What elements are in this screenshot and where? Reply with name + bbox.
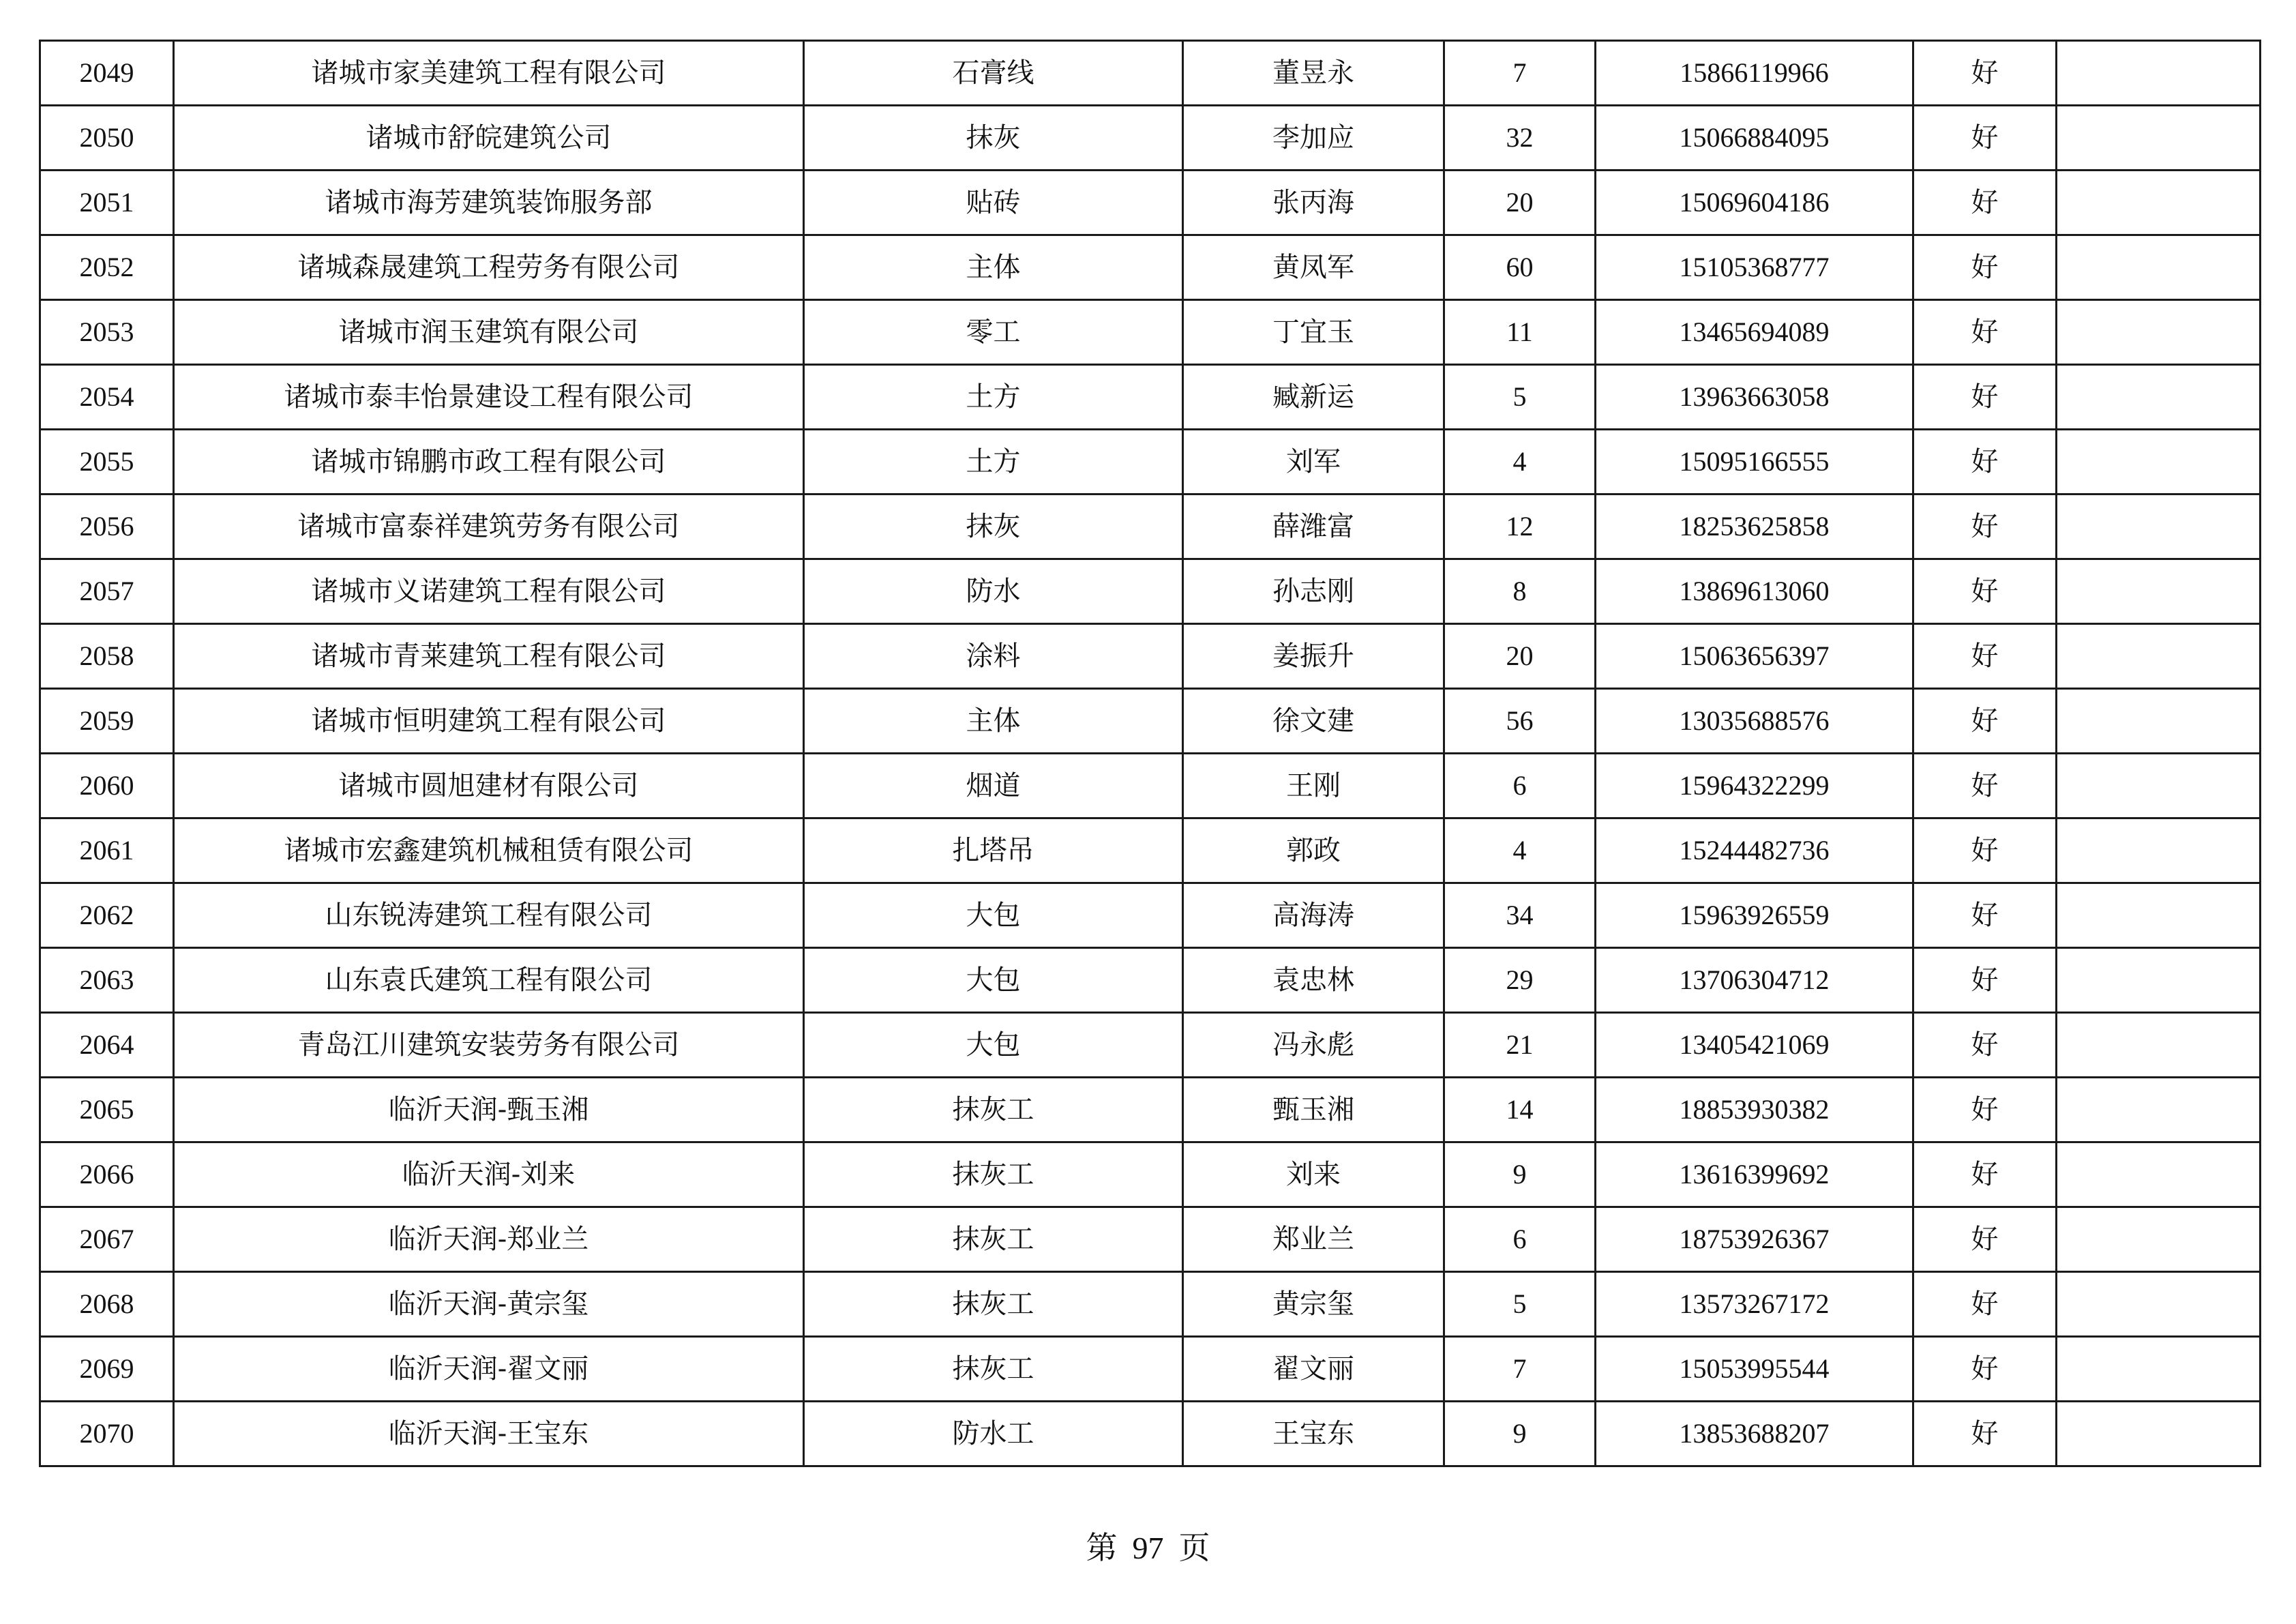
cell-serial-number: 2058 [40,624,174,689]
cell-worker-count: 6 [1444,754,1596,818]
table-row [40,41,2261,106]
cell-worker-count: 20 [1444,171,1596,235]
cell-serial-number: 2061 [40,818,174,883]
cell-remarks [2057,171,2261,235]
table-row [40,1272,2261,1337]
cell-company-name: 临沂天润-王宝东 [174,1402,804,1466]
cell-trade: 涂料 [804,624,1183,689]
cell-worker-count: 60 [1444,235,1596,300]
cell-worker-count: 7 [1444,41,1596,106]
table-row [40,106,2261,171]
cell-rating: 好 [1913,1402,2057,1466]
cell-trade: 抹灰工 [804,1142,1183,1207]
cell-remarks [2057,494,2261,559]
cell-remarks [2057,948,2261,1013]
cell-rating: 好 [1913,818,2057,883]
cell-worker-count: 8 [1444,559,1596,624]
cell-rating: 好 [1913,106,2057,171]
cell-company-name: 诸城市宏鑫建筑机械租赁有限公司 [174,818,804,883]
cell-contact-person: 郭政 [1183,818,1444,883]
cell-serial-number: 2055 [40,430,174,494]
cell-serial-number: 2068 [40,1272,174,1337]
cell-company-name: 临沂天润-郑业兰 [174,1207,804,1272]
cell-company-name: 诸城市恒明建筑工程有限公司 [174,689,804,754]
table-row [40,365,2261,430]
cell-contact-person: 丁宜玉 [1183,300,1444,365]
cell-rating: 好 [1913,1337,2057,1402]
cell-company-name: 诸城市舒皖建筑公司 [174,106,804,171]
cell-trade: 防水工 [804,1402,1183,1466]
page-number: 97 [1132,1531,1164,1565]
cell-rating: 好 [1913,883,2057,948]
table-row [40,948,2261,1013]
cell-contact-person: 翟文丽 [1183,1337,1444,1402]
cell-company-name: 诸城市圆旭建材有限公司 [174,754,804,818]
cell-remarks [2057,235,2261,300]
cell-trade: 零工 [804,300,1183,365]
cell-company-name: 山东袁氏建筑工程有限公司 [174,948,804,1013]
cell-rating: 好 [1913,1078,2057,1142]
cell-remarks [2057,1272,2261,1337]
cell-rating: 好 [1913,300,2057,365]
cell-worker-count: 29 [1444,948,1596,1013]
cell-serial-number: 2054 [40,365,174,430]
table-row [40,559,2261,624]
cell-contact-person: 刘来 [1183,1142,1444,1207]
cell-phone-number: 13035688576 [1596,689,1913,754]
cell-worker-count: 56 [1444,689,1596,754]
cell-remarks [2057,559,2261,624]
cell-contact-person: 甄玉湘 [1183,1078,1444,1142]
cell-trade: 抹灰工 [804,1272,1183,1337]
page-label-suffix: 页 [1178,1529,1210,1566]
cell-phone-number: 15244482736 [1596,818,1913,883]
cell-rating: 好 [1913,41,2057,106]
cell-phone-number: 15063656397 [1596,624,1913,689]
cell-worker-count: 6 [1444,1207,1596,1272]
cell-contact-person: 张丙海 [1183,171,1444,235]
cell-remarks [2057,689,2261,754]
cell-serial-number: 2050 [40,106,174,171]
cell-contact-person: 黄凤军 [1183,235,1444,300]
cell-serial-number: 2064 [40,1013,174,1078]
cell-company-name: 山东锐涛建筑工程有限公司 [174,883,804,948]
cell-contact-person: 王宝东 [1183,1402,1444,1466]
cell-rating: 好 [1913,1272,2057,1337]
cell-phone-number: 13853688207 [1596,1402,1913,1466]
cell-rating: 好 [1913,624,2057,689]
cell-phone-number: 13405421069 [1596,1013,1913,1078]
cell-rating: 好 [1913,430,2057,494]
cell-company-name: 诸城森晟建筑工程劳务有限公司 [174,235,804,300]
cell-trade: 烟道 [804,754,1183,818]
cell-serial-number: 2067 [40,1207,174,1272]
cell-rating: 好 [1913,1013,2057,1078]
cell-serial-number: 2049 [40,41,174,106]
cell-remarks [2057,365,2261,430]
table-row [40,1402,2261,1466]
cell-contact-person: 王刚 [1183,754,1444,818]
cell-remarks [2057,1402,2261,1466]
cell-phone-number: 13963663058 [1596,365,1913,430]
cell-trade: 土方 [804,365,1183,430]
cell-remarks [2057,41,2261,106]
cell-remarks [2057,1207,2261,1272]
cell-rating: 好 [1913,1207,2057,1272]
cell-serial-number: 2069 [40,1337,174,1402]
cell-trade: 抹灰 [804,106,1183,171]
cell-phone-number: 18253625858 [1596,494,1913,559]
cell-trade: 防水 [804,559,1183,624]
cell-company-name: 诸城市润玉建筑有限公司 [174,300,804,365]
table-body [40,41,2261,1466]
cell-remarks [2057,1142,2261,1207]
cell-remarks [2057,818,2261,883]
cell-serial-number: 2052 [40,235,174,300]
cell-company-name: 诸城市锦鹏市政工程有限公司 [174,430,804,494]
cell-serial-number: 2070 [40,1402,174,1466]
cell-phone-number: 18853930382 [1596,1078,1913,1142]
cell-contact-person: 臧新运 [1183,365,1444,430]
cell-serial-number: 2066 [40,1142,174,1207]
cell-rating: 好 [1913,754,2057,818]
cell-trade: 抹灰工 [804,1207,1183,1272]
page-footer [0,1529,2296,1566]
cell-phone-number: 15964322299 [1596,754,1913,818]
cell-remarks [2057,754,2261,818]
cell-serial-number: 2059 [40,689,174,754]
cell-contact-person: 姜振升 [1183,624,1444,689]
table-row [40,171,2261,235]
cell-rating: 好 [1913,235,2057,300]
table-row [40,754,2261,818]
cell-worker-count: 11 [1444,300,1596,365]
cell-company-name: 诸城市泰丰怡景建设工程有限公司 [174,365,804,430]
cell-worker-count: 20 [1444,624,1596,689]
cell-trade: 贴砖 [804,171,1183,235]
cell-phone-number: 15069604186 [1596,171,1913,235]
cell-serial-number: 2062 [40,883,174,948]
cell-remarks [2057,430,2261,494]
cell-trade: 主体 [804,235,1183,300]
cell-company-name: 诸城市家美建筑工程有限公司 [174,41,804,106]
cell-worker-count: 7 [1444,1337,1596,1402]
cell-company-name: 临沂天润-翟文丽 [174,1337,804,1402]
cell-remarks [2057,883,2261,948]
cell-rating: 好 [1913,559,2057,624]
table-row [40,494,2261,559]
cell-worker-count: 4 [1444,430,1596,494]
cell-phone-number: 15963926559 [1596,883,1913,948]
cell-contact-person: 薛潍富 [1183,494,1444,559]
cell-worker-count: 21 [1444,1013,1596,1078]
table-row [40,1207,2261,1272]
table-row [40,430,2261,494]
cell-serial-number: 2063 [40,948,174,1013]
cell-serial-number: 2053 [40,300,174,365]
cell-remarks [2057,1013,2261,1078]
cell-trade: 抹灰工 [804,1337,1183,1402]
cell-rating: 好 [1913,689,2057,754]
cell-rating: 好 [1913,948,2057,1013]
cell-serial-number: 2056 [40,494,174,559]
cell-worker-count: 14 [1444,1078,1596,1142]
cell-contact-person: 李加应 [1183,106,1444,171]
cell-company-name: 临沂天润-甄玉湘 [174,1078,804,1142]
table-row [40,624,2261,689]
cell-trade: 主体 [804,689,1183,754]
cell-worker-count: 5 [1444,1272,1596,1337]
table-row [40,1013,2261,1078]
cell-trade: 土方 [804,430,1183,494]
table-row [40,883,2261,948]
cell-company-name: 青岛江川建筑安装劳务有限公司 [174,1013,804,1078]
cell-trade: 抹灰 [804,494,1183,559]
cell-trade: 石膏线 [804,41,1183,106]
cell-rating: 好 [1913,171,2057,235]
cell-phone-number: 15066884095 [1596,106,1913,171]
cell-contact-person: 董昱永 [1183,41,1444,106]
cell-serial-number: 2051 [40,171,174,235]
cell-contact-person: 袁忠林 [1183,948,1444,1013]
cell-contact-person: 冯永彪 [1183,1013,1444,1078]
cell-trade: 抹灰工 [804,1078,1183,1142]
contractor-table [39,40,2261,1467]
cell-trade: 大包 [804,1013,1183,1078]
table-row [40,300,2261,365]
cell-serial-number: 2057 [40,559,174,624]
cell-company-name: 诸城市义诺建筑工程有限公司 [174,559,804,624]
cell-company-name: 诸城市青莱建筑工程有限公司 [174,624,804,689]
cell-serial-number: 2060 [40,754,174,818]
cell-remarks [2057,106,2261,171]
cell-remarks [2057,1078,2261,1142]
cell-worker-count: 9 [1444,1142,1596,1207]
cell-serial-number: 2065 [40,1078,174,1142]
cell-rating: 好 [1913,365,2057,430]
cell-phone-number: 15095166555 [1596,430,1913,494]
cell-trade: 大包 [804,948,1183,1013]
cell-contact-person: 刘军 [1183,430,1444,494]
cell-worker-count: 5 [1444,365,1596,430]
cell-rating: 好 [1913,494,2057,559]
cell-rating: 好 [1913,1142,2057,1207]
cell-contact-person: 郑业兰 [1183,1207,1444,1272]
cell-trade: 扎塔吊 [804,818,1183,883]
cell-phone-number: 13465694089 [1596,300,1913,365]
cell-worker-count: 4 [1444,818,1596,883]
cell-phone-number: 13616399692 [1596,1142,1913,1207]
cell-phone-number: 13706304712 [1596,948,1913,1013]
cell-remarks [2057,300,2261,365]
cell-contact-person: 高海涛 [1183,883,1444,948]
cell-phone-number: 15866119966 [1596,41,1913,106]
cell-contact-person: 徐文建 [1183,689,1444,754]
cell-phone-number: 13869613060 [1596,559,1913,624]
cell-worker-count: 34 [1444,883,1596,948]
cell-trade: 大包 [804,883,1183,948]
cell-worker-count: 9 [1444,1402,1596,1466]
cell-phone-number: 18753926367 [1596,1207,1913,1272]
table-row [40,1142,2261,1207]
cell-company-name: 诸城市富泰祥建筑劳务有限公司 [174,494,804,559]
cell-company-name: 临沂天润-黄宗玺 [174,1272,804,1337]
cell-worker-count: 12 [1444,494,1596,559]
cell-phone-number: 15053995544 [1596,1337,1913,1402]
cell-company-name: 诸城市海芳建筑装饰服务部 [174,171,804,235]
cell-worker-count: 32 [1444,106,1596,171]
page-label-prefix: 第 [1086,1529,1118,1566]
cell-phone-number: 13573267172 [1596,1272,1913,1337]
table-row [40,1078,2261,1142]
cell-company-name: 临沂天润-刘来 [174,1142,804,1207]
cell-contact-person: 孙志刚 [1183,559,1444,624]
cell-remarks [2057,1337,2261,1402]
table-row [40,1337,2261,1402]
cell-phone-number: 15105368777 [1596,235,1913,300]
table-row [40,689,2261,754]
table-row [40,235,2261,300]
cell-contact-person: 黄宗玺 [1183,1272,1444,1337]
cell-remarks [2057,624,2261,689]
table-row [40,818,2261,883]
